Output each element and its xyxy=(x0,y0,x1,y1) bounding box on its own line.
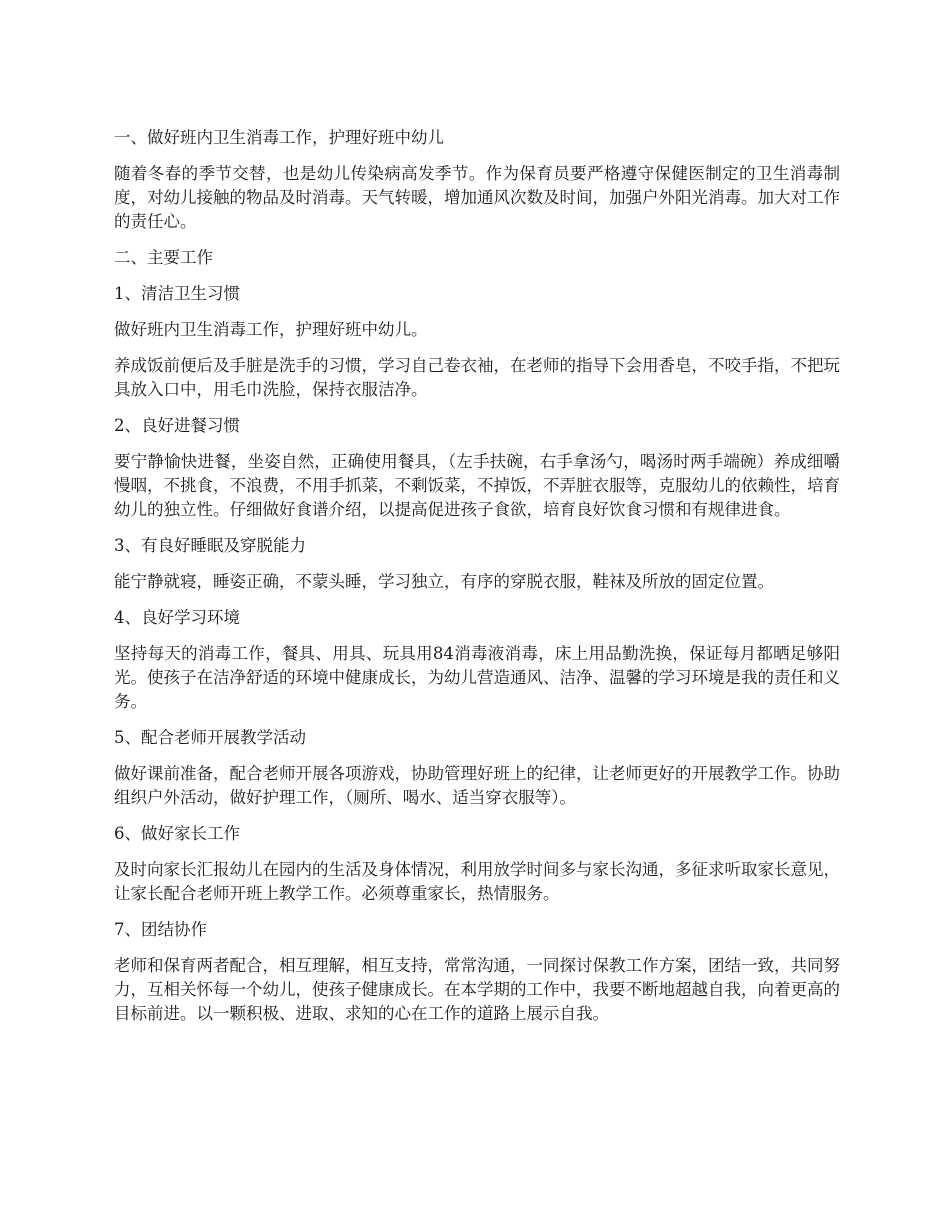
subheading-hygiene-habits: 1、清洁卫生习惯 xyxy=(114,284,240,303)
subheading-sleep-dressing: 3、有良好睡眠及穿脱能力 xyxy=(114,536,306,555)
body-paragraph: 养成饭前便后及手脏是洗手的习惯，学习自己卷衣袖，在老师的指导下会用香皂，不咬手指，不把玩具放入口中，用毛巾洗脸，保持衣服洁净。 xyxy=(114,356,840,399)
body-paragraph: 要宁静愉快进餐，坐姿自然，正确使用餐具，（左手扶碗，右手拿汤勺，喝汤时两手端碗）养成细嚼慢咽，不挑食，不浪费，不用手抓菜，不剩饭菜，不掉饭，不弄脏衣服等，克服幼儿的依赖性，培育幼儿的独立性。仔细做好食谱介绍，以提高促进孩子食欲，培育良好饮食习惯和有规律进食。 xyxy=(114,452,840,519)
subheading-parent-work: 6、做好家长工作 xyxy=(114,824,240,843)
body-paragraph: 随着冬春的季节交替，也是幼儿传染病高发季节。作为保育员要严格遵守保健医制定的卫生消毒制度，对幼儿接触的物品及时消毒。天气转暖，增加通风次数及时间，加强户外阳光消毒。加大对工作的责任心。 xyxy=(114,164,840,231)
subheading-learning-environment: 4、良好学习环境 xyxy=(114,608,240,627)
section-heading-2: 二、主要工作 xyxy=(114,248,213,267)
body-paragraph: 老师和保育两者配合，相互理解，相互支持，常常沟通，一同探讨保教工作方案，团结一致，共同努力，互相关怀每一个幼儿，使孩子健康成长。在本学期的工作中，我要不断地超越自我，向着更高的目标前进。以一颗积极、进取、求知的心在工作的道路上展示自我。 xyxy=(114,956,840,1023)
body-paragraph: 做好班内卫生消毒工作，护理好班中幼儿。 xyxy=(114,320,428,339)
subheading-eating-habits: 2、良好进餐习惯 xyxy=(114,416,240,435)
body-paragraph: 及时向家长汇报幼儿在园内的生活及身体情况，利用放学时间多与家长沟通，多征求听取家长意见，让家长配合老师开班上教学工作。必须尊重家长，热情服务。 xyxy=(114,860,840,903)
body-paragraph: 能宁静就寝，睡姿正确，不蒙头睡，学习独立，有序的穿脱衣服，鞋袜及所放的固定位置。 xyxy=(114,572,774,591)
body-paragraph: 坚持每天的消毒工作，餐具、用具、玩具用84消毒液消毒，床上用品勤洗换，保证每月都晒足够阳光。使孩子在洁净舒适的环境中健康成长，为幼儿营造通风、洁净、温馨的学习环境是我的责任和义务。 xyxy=(114,644,840,711)
body-paragraph: 做好课前准备，配合老师开展各项游戏，协助管理好班上的纪律，让老师更好的开展教学工作。协助组织户外活动，做好护理工作，（厕所、喝水、适当穿衣服等）。 xyxy=(114,764,840,807)
document-body xyxy=(114,126,840,1038)
section-heading-1: 一、做好班内卫生消毒工作，护理好班中幼儿 xyxy=(114,128,444,147)
subheading-teaching-activities: 5、配合老师开展教学活动 xyxy=(114,728,306,747)
subheading-teamwork: 7、团结协作 xyxy=(114,920,207,939)
